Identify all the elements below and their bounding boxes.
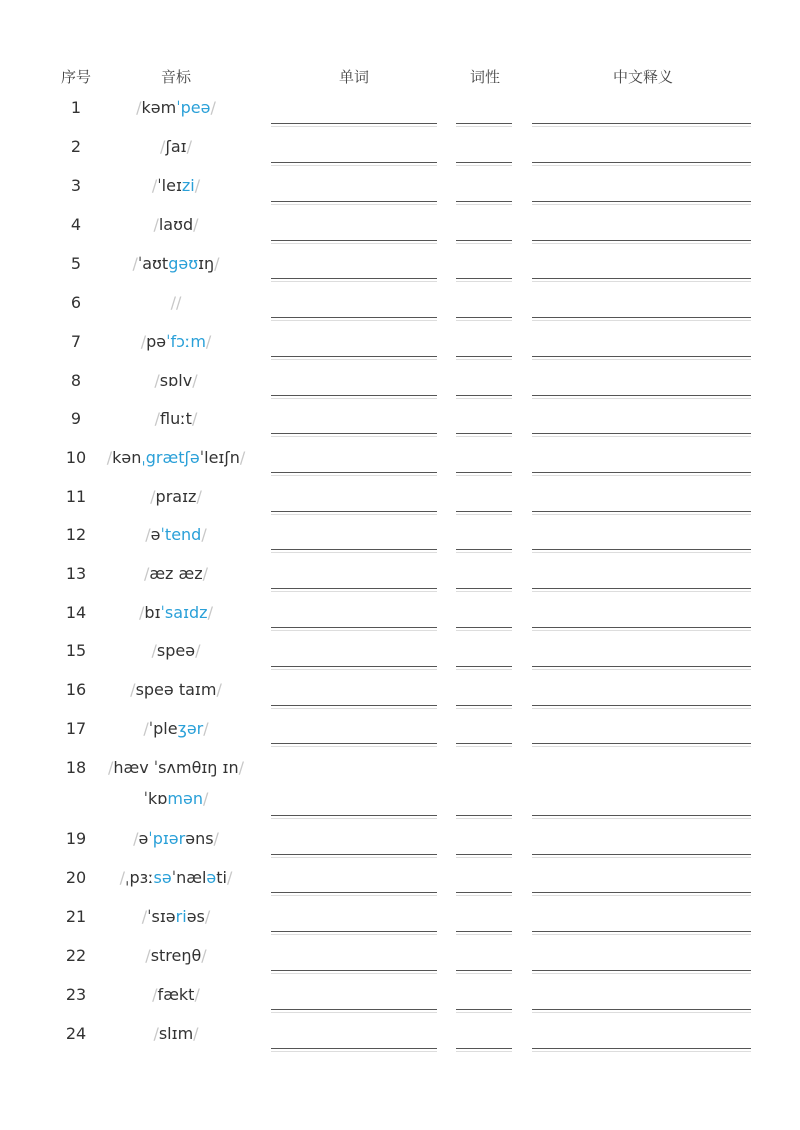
word-answer-line[interactable] xyxy=(271,356,437,357)
pos-answer-line[interactable] xyxy=(456,240,512,241)
table-header xyxy=(0,66,800,88)
phonetic xyxy=(160,137,192,156)
slash-open: / xyxy=(141,907,148,926)
meaning-answer-line[interactable] xyxy=(532,705,751,706)
slash-open: / xyxy=(153,1024,159,1043)
meaning-answer-line[interactable] xyxy=(532,627,751,628)
phonetic-highlight: ʒər xyxy=(177,719,204,738)
pos-answer-line[interactable] xyxy=(456,278,512,279)
phonetic xyxy=(132,254,219,273)
slash-close: / xyxy=(195,641,201,660)
phonetic-part: sɒlv xyxy=(159,371,193,390)
phonetic xyxy=(152,641,201,660)
slash-open: / xyxy=(151,641,157,660)
phonetic xyxy=(139,603,213,622)
slash-open: / xyxy=(160,137,166,156)
slash-close: / xyxy=(205,332,212,351)
phonetic-highlight: mən xyxy=(167,789,204,808)
slash-open: / xyxy=(143,564,150,583)
phonetic xyxy=(153,1024,198,1043)
meaning-answer-line[interactable] xyxy=(532,395,751,396)
phonetic-part: speə taɪm xyxy=(135,680,217,699)
phonetic xyxy=(133,829,219,848)
pos-answer-line[interactable] xyxy=(456,854,512,855)
meaning-answer-line[interactable] xyxy=(532,970,751,971)
word-answer-line[interactable] xyxy=(271,201,437,202)
pos-answer-line[interactable] xyxy=(456,317,512,318)
meaning-answer-line[interactable] xyxy=(532,201,751,202)
word-answer-line[interactable] xyxy=(271,162,437,163)
phonetic-highlight: ə xyxy=(206,868,217,887)
row-number: 7 xyxy=(70,332,82,351)
pos-answer-line[interactable] xyxy=(456,433,512,434)
pos-answer-line[interactable] xyxy=(456,549,512,550)
row-number: 14 xyxy=(65,603,87,622)
header-num: 序号 xyxy=(60,68,92,86)
meaning-answer-line[interactable] xyxy=(532,1009,751,1010)
slash-open: / xyxy=(152,985,158,1004)
meaning-answer-line[interactable] xyxy=(532,317,751,318)
meaning-answer-line[interactable] xyxy=(532,931,751,932)
phonetic-highlight: gəʊ xyxy=(168,254,199,273)
phonetic-part: ə xyxy=(150,525,161,544)
slash-open: / xyxy=(145,525,151,544)
pos-answer-line[interactable] xyxy=(456,743,512,744)
word-answer-line[interactable] xyxy=(271,892,437,893)
phonetic xyxy=(152,176,200,195)
slash-open: / xyxy=(151,176,158,195)
word-answer-line[interactable] xyxy=(271,931,437,932)
slash-close: / xyxy=(203,789,209,808)
meaning-answer-line[interactable] xyxy=(532,433,751,434)
phonetic-part: fluːt xyxy=(160,409,192,428)
row-number: 10 xyxy=(65,448,87,467)
phonetic-part: ˌpɜː xyxy=(125,868,154,887)
phonetic xyxy=(171,293,182,312)
phonetic-highlight: ˈtend xyxy=(160,525,202,544)
row-number: 8 xyxy=(70,371,82,390)
slash-close: / xyxy=(186,137,192,156)
slash-close: / xyxy=(239,448,246,467)
slash-close: / xyxy=(194,176,201,195)
word-answer-line[interactable] xyxy=(271,705,437,706)
phonetic-part: laʊd xyxy=(158,215,194,234)
word-answer-line[interactable] xyxy=(271,666,437,667)
meaning-answer-line[interactable] xyxy=(532,815,751,816)
pos-answer-line[interactable] xyxy=(456,123,512,124)
row-number: 9 xyxy=(70,409,82,428)
pos-answer-line[interactable] xyxy=(456,970,512,971)
meaning-answer-line[interactable] xyxy=(532,1048,751,1049)
pos-answer-line[interactable] xyxy=(456,472,512,473)
phonetic-part: streŋθ xyxy=(150,946,202,965)
slash-close: / xyxy=(196,487,202,506)
slash-open: / xyxy=(153,215,159,234)
word-answer-line[interactable] xyxy=(271,278,437,279)
phonetic xyxy=(144,564,208,583)
word-answer-line[interactable] xyxy=(271,472,437,473)
phonetic xyxy=(108,758,244,777)
phonetic-highlight: ri xyxy=(175,907,187,926)
row-number: 24 xyxy=(65,1024,87,1043)
slash-close: / xyxy=(210,98,216,117)
phonetic-highlight: sə xyxy=(153,868,172,887)
pos-answer-line[interactable] xyxy=(456,201,512,202)
pos-answer-line[interactable] xyxy=(456,931,512,932)
meaning-answer-line[interactable] xyxy=(532,588,751,589)
slash-open: / xyxy=(143,719,149,738)
slash-close: / xyxy=(176,293,182,312)
phonetic xyxy=(130,680,222,699)
slash-open: / xyxy=(107,758,114,777)
phonetic-highlight: ˈsaɪdz xyxy=(160,603,208,622)
slash-close: / xyxy=(204,907,211,926)
header-meaning: 中文释义 xyxy=(612,68,674,86)
slash-open: / xyxy=(133,829,139,848)
slash-close: / xyxy=(238,758,245,777)
phonetic-highlight: ˈpɪə xyxy=(148,829,179,848)
phonetic xyxy=(153,215,198,234)
word-answer-line[interactable] xyxy=(271,549,437,550)
meaning-answer-line[interactable] xyxy=(532,743,751,744)
phonetic-part: ˈleɪ xyxy=(157,176,182,195)
phonetic xyxy=(145,946,206,965)
pos-answer-line[interactable] xyxy=(456,356,512,357)
meaning-answer-line[interactable] xyxy=(532,549,751,550)
phonetic-part: speə xyxy=(156,641,196,660)
slash-open: / xyxy=(119,868,126,887)
phonetic xyxy=(150,487,202,506)
row-number: 19 xyxy=(65,829,87,848)
slash-open: / xyxy=(170,293,176,312)
slash-open: / xyxy=(154,371,160,390)
row-number: 16 xyxy=(65,680,87,699)
phonetic-part: ˈsɪə xyxy=(147,907,176,926)
meaning-answer-line[interactable] xyxy=(532,892,751,893)
slash-close: / xyxy=(214,254,220,273)
pos-answer-line[interactable] xyxy=(456,627,512,628)
slash-open: / xyxy=(139,603,145,622)
phonetic-part: ə xyxy=(138,829,149,848)
pos-answer-line[interactable] xyxy=(456,892,512,893)
slash-open: / xyxy=(150,487,156,506)
slash-close: / xyxy=(193,1024,199,1043)
row-number: 22 xyxy=(65,946,87,965)
meaning-answer-line[interactable] xyxy=(532,123,751,124)
phonetic xyxy=(155,409,198,428)
slash-open: / xyxy=(132,254,138,273)
phonetic-part: hæv ˈsʌmθɪŋ ɪn xyxy=(113,758,239,777)
slash-close: / xyxy=(202,564,209,583)
slash-close: / xyxy=(216,680,222,699)
row-number: 4 xyxy=(70,215,82,234)
slash-close: / xyxy=(194,985,200,1004)
meaning-answer-line[interactable] xyxy=(532,240,751,241)
pos-answer-line[interactable] xyxy=(456,1009,512,1010)
slash-close: / xyxy=(201,525,207,544)
header-word: 单词 xyxy=(338,68,370,86)
pos-answer-line[interactable] xyxy=(456,705,512,706)
slash-open: / xyxy=(136,98,142,117)
row-number: 3 xyxy=(70,176,82,195)
slash-close: / xyxy=(193,215,199,234)
meaning-answer-line[interactable] xyxy=(532,472,751,473)
word-answer-line[interactable] xyxy=(271,511,437,512)
phonetic-part: fækt xyxy=(157,985,195,1004)
word-answer-line[interactable] xyxy=(271,433,437,434)
row-number: 11 xyxy=(65,487,87,506)
row-number: 21 xyxy=(65,907,87,926)
row-number: 17 xyxy=(65,719,87,738)
phonetic xyxy=(136,98,216,117)
phonetic-part: praɪz xyxy=(155,487,197,506)
phonetic xyxy=(142,907,211,926)
row-number: 15 xyxy=(65,641,87,660)
phonetic-part: slɪm xyxy=(158,1024,194,1043)
slash-open: / xyxy=(154,409,161,428)
phonetic-highlight: zi xyxy=(181,176,195,195)
meaning-answer-line[interactable] xyxy=(532,278,751,279)
slash-open: / xyxy=(145,946,151,965)
slash-close: / xyxy=(226,868,233,887)
phonetic-part: ɪŋ xyxy=(198,254,215,273)
word-answer-line[interactable] xyxy=(271,395,437,396)
phonetic-part: əns xyxy=(185,829,214,848)
row-number: 20 xyxy=(65,868,87,887)
row-number: 2 xyxy=(70,137,82,156)
meaning-answer-line[interactable] xyxy=(532,854,751,855)
row-number: 13 xyxy=(65,564,87,583)
phonetic xyxy=(107,448,246,467)
phonetic-part: ˈnæl xyxy=(171,868,207,887)
pos-answer-line[interactable] xyxy=(456,511,512,512)
phonetic-highlight: ˌgrætʃə xyxy=(141,448,200,467)
word-answer-line[interactable] xyxy=(271,588,437,589)
phonetic xyxy=(145,525,206,544)
row-number: 6 xyxy=(70,293,82,312)
phonetic-part: ˈleɪʃn xyxy=(199,448,240,467)
meaning-answer-line[interactable] xyxy=(532,356,751,357)
phonetic-highlight: ˈpeə xyxy=(176,98,211,117)
phonetic-highlight: r xyxy=(178,829,186,848)
pos-answer-line[interactable] xyxy=(456,588,512,589)
word-answer-line[interactable] xyxy=(271,1048,437,1049)
phonetic-continued xyxy=(144,789,209,808)
slash-close: / xyxy=(192,371,198,390)
phonetic-part: bɪ xyxy=(144,603,161,622)
word-answer-line[interactable] xyxy=(271,970,437,971)
word-answer-line[interactable] xyxy=(271,1009,437,1010)
pos-answer-line[interactable] xyxy=(456,666,512,667)
phonetic xyxy=(120,868,233,887)
phonetic xyxy=(154,371,197,390)
header-pos: 词性 xyxy=(469,68,501,86)
row-number: 5 xyxy=(70,254,82,273)
phonetic-part: ˈple xyxy=(148,719,178,738)
phonetic-part: æz æz xyxy=(149,564,203,583)
slash-close: / xyxy=(201,946,207,965)
phonetic-part: ʃaɪ xyxy=(165,137,187,156)
meaning-answer-line[interactable] xyxy=(532,511,751,512)
row-number: 18 xyxy=(65,758,87,777)
phonetic xyxy=(143,719,208,738)
phonetic-highlight: ˈfɔːm xyxy=(166,332,206,351)
phonetic-part: ˈaʊt xyxy=(137,254,169,273)
phonetic xyxy=(141,332,212,351)
slash-open: / xyxy=(140,332,147,351)
phonetic-part: kəm xyxy=(141,98,177,117)
slash-open: / xyxy=(130,680,136,699)
word-answer-line[interactable] xyxy=(271,240,437,241)
phonetic-part: kən xyxy=(112,448,142,467)
row-number: 23 xyxy=(65,985,87,1004)
word-answer-line[interactable] xyxy=(271,854,437,855)
phonetic-part: əs xyxy=(186,907,205,926)
slash-close: / xyxy=(213,829,219,848)
pos-answer-line[interactable] xyxy=(456,815,512,816)
word-answer-line[interactable] xyxy=(271,317,437,318)
word-answer-line[interactable] xyxy=(271,743,437,744)
pos-answer-line[interactable] xyxy=(456,162,512,163)
word-answer-line[interactable] xyxy=(271,123,437,124)
header-phonetic: 音标 xyxy=(160,68,192,86)
slash-close: / xyxy=(203,719,209,738)
meaning-answer-line[interactable] xyxy=(532,162,751,163)
phonetic-part: pə xyxy=(146,332,167,351)
word-answer-line[interactable] xyxy=(271,815,437,816)
pos-answer-line[interactable] xyxy=(456,1048,512,1049)
pos-answer-line[interactable] xyxy=(456,395,512,396)
word-answer-line[interactable] xyxy=(271,627,437,628)
slash-close: / xyxy=(191,409,198,428)
row-number: 1 xyxy=(70,98,82,117)
slash-open: / xyxy=(106,448,113,467)
slash-close: / xyxy=(207,603,213,622)
row-number: 12 xyxy=(65,525,87,544)
phonetic-part: ti xyxy=(216,868,227,887)
meaning-answer-line[interactable] xyxy=(532,666,751,667)
phonetic xyxy=(152,985,200,1004)
phonetic-part: ˈkɒ xyxy=(143,789,168,808)
